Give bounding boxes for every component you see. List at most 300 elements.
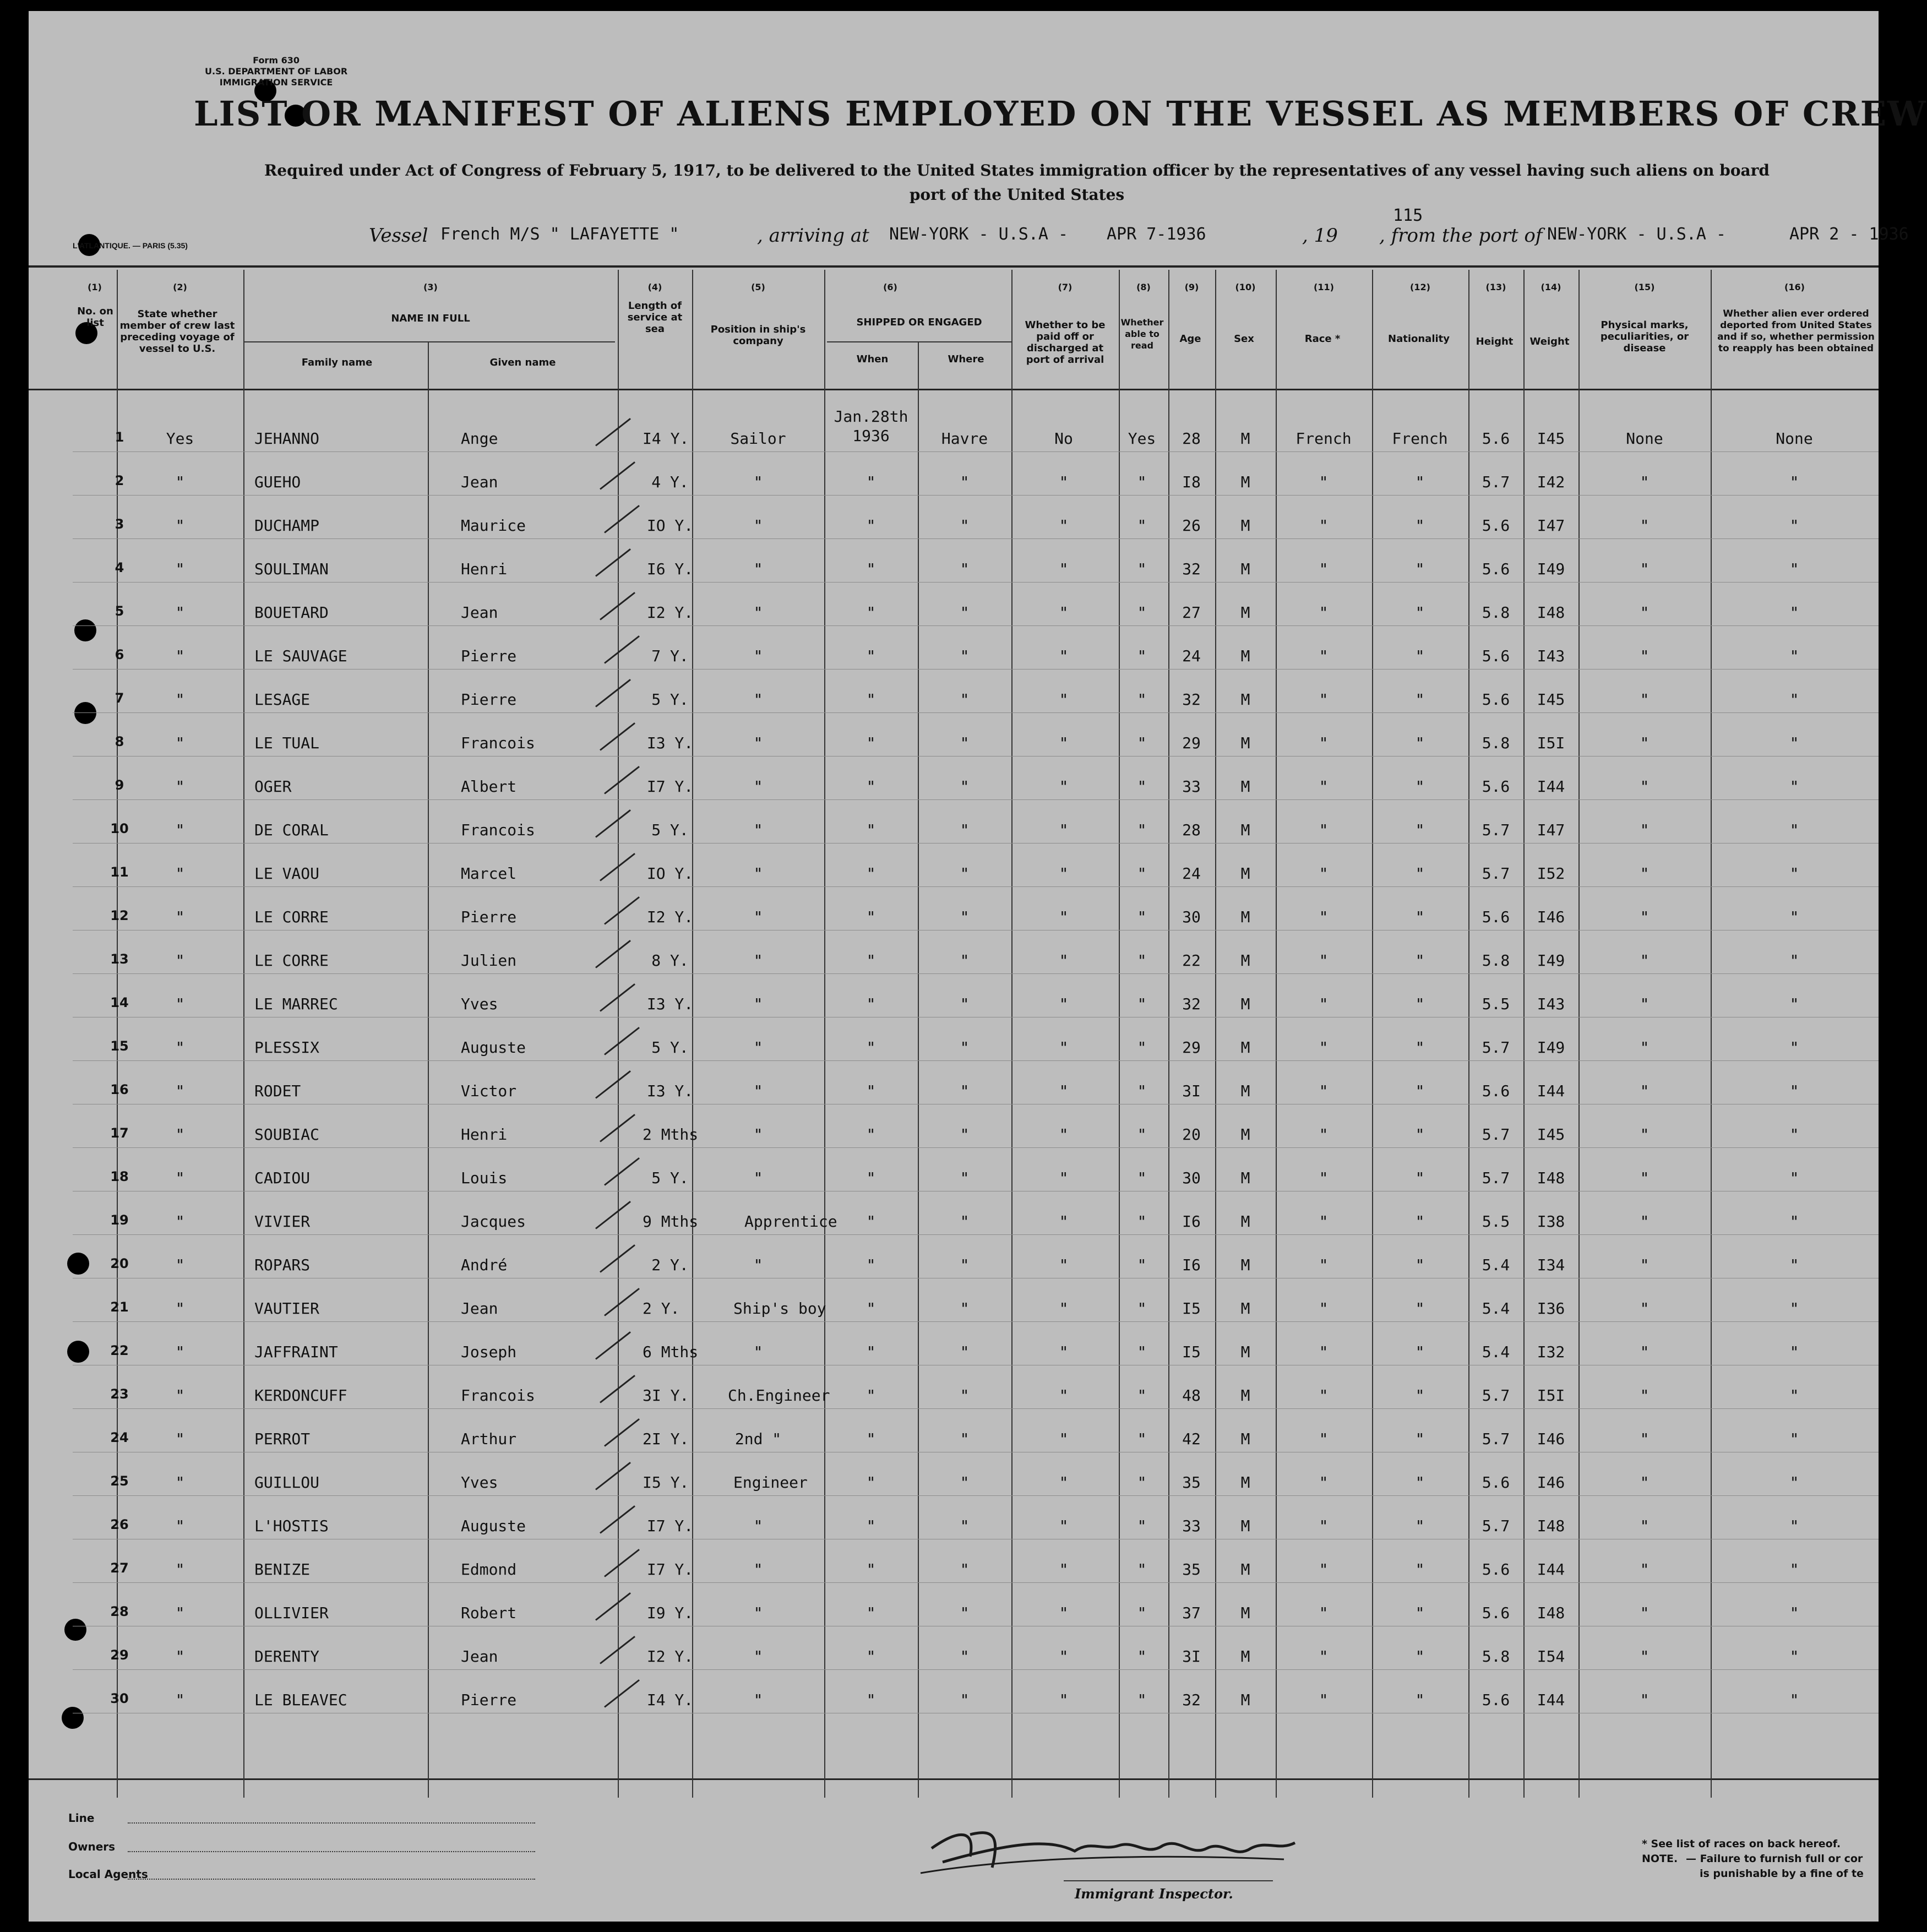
cell-prev: "	[175, 516, 185, 535]
row-number: 6	[115, 647, 124, 662]
cell-prev: "	[175, 647, 185, 665]
cell-read: "	[1137, 1647, 1147, 1666]
cell-height: 5.4	[1482, 1256, 1510, 1274]
cell-prev: "	[175, 951, 185, 970]
cell-weight: I44	[1537, 777, 1565, 796]
cell-sex: M	[1240, 1299, 1250, 1318]
cell-nationality: "	[1415, 1430, 1425, 1448]
cell-position: "	[753, 734, 763, 752]
cell-read: "	[1137, 690, 1147, 709]
cell-weight: I46	[1537, 908, 1565, 926]
cell-weight: I5I	[1537, 734, 1565, 752]
cell-read: "	[1137, 1256, 1147, 1274]
cell-height: 5.7	[1482, 1125, 1510, 1144]
col-when: When	[856, 353, 889, 365]
from-port: NEW-YORK - U.S.A -	[1547, 225, 1727, 244]
cell-weight: I32	[1537, 1343, 1565, 1361]
cell-read: "	[1137, 516, 1147, 535]
cell-given: Pierre	[461, 908, 517, 926]
cell-race: "	[1319, 951, 1329, 970]
cell-weight: I45	[1537, 429, 1565, 448]
cell-where: "	[960, 1256, 970, 1274]
cell-given: Albert	[461, 777, 517, 796]
cell-race: "	[1319, 1038, 1329, 1057]
row-rule	[73, 669, 1879, 670]
cell-weight: I49	[1537, 560, 1565, 578]
cell-prev: "	[175, 473, 185, 491]
cell-service: 7 Y.	[651, 647, 689, 665]
cell-read: "	[1137, 1212, 1147, 1231]
column-number: (14)	[1540, 282, 1561, 292]
cell-nationality: "	[1415, 1256, 1425, 1274]
cell-given: Francois	[461, 734, 535, 752]
year-label: , 19	[1302, 225, 1338, 247]
row-rule	[73, 538, 1879, 539]
cell-prev: "	[175, 1169, 185, 1187]
cell-when: "	[866, 1169, 876, 1187]
cell-weight: I47	[1537, 516, 1565, 535]
row-rule	[73, 1321, 1879, 1322]
cell-sex: M	[1240, 908, 1250, 926]
cell-race: "	[1319, 1082, 1329, 1100]
cell-age: 28	[1182, 429, 1201, 448]
row-number: 27	[110, 1560, 129, 1576]
cell-marks: "	[1640, 1430, 1650, 1448]
cell-nationality: "	[1415, 516, 1425, 535]
cell-height: 5.7	[1482, 864, 1510, 883]
cell-family: LE VAOU	[254, 864, 320, 883]
cell-prev: "	[175, 1560, 185, 1579]
cell-where: "	[960, 1082, 970, 1100]
cell-weight: I5I	[1537, 1386, 1565, 1405]
cell-prev: "	[175, 1691, 185, 1709]
cell-age: 27	[1182, 603, 1201, 622]
cell-position: "	[753, 951, 763, 970]
row-rule	[73, 582, 1879, 583]
cell-where: "	[960, 864, 970, 883]
cell-nationality: "	[1415, 1604, 1425, 1622]
name-header-rule	[243, 341, 615, 342]
cell-deported: "	[1789, 1473, 1799, 1492]
cell-deported: "	[1789, 516, 1799, 535]
cell-weight: I46	[1537, 1473, 1565, 1492]
cell-service: 5 Y.	[651, 821, 689, 839]
cell-family: GUILLOU	[254, 1473, 320, 1492]
cell-given: Francois	[461, 1386, 535, 1405]
cell-height: 5.5	[1482, 995, 1510, 1013]
cell-sex: M	[1240, 690, 1250, 709]
column-number: (7)	[1058, 282, 1073, 292]
departure-date: APR 2 - 1936	[1789, 225, 1909, 244]
cell-where: "	[960, 951, 970, 970]
cell-race: "	[1319, 473, 1329, 491]
cell-given: Julien	[461, 951, 517, 970]
cell-age: I5	[1182, 1299, 1201, 1318]
cell-deported: "	[1789, 647, 1799, 665]
cell-prev: Yes	[166, 429, 194, 448]
cell-marks: "	[1640, 1386, 1650, 1405]
check-mark	[595, 1462, 631, 1490]
cell-prev: "	[175, 1082, 185, 1100]
cell-marks: None	[1626, 429, 1663, 448]
cell-service: 2 Y.	[643, 1299, 680, 1318]
cell-sex: M	[1240, 1473, 1250, 1492]
cell-paid: "	[1059, 1430, 1069, 1448]
cell-sex: M	[1240, 603, 1250, 622]
col-deported: Whether alien ever ordered deported from United States and if so, whether permission to reapply has been obtained	[1717, 308, 1875, 354]
cell-race: "	[1319, 864, 1329, 883]
column-rule	[1168, 270, 1169, 1798]
cell-prev: "	[175, 1386, 185, 1405]
column-number: (15)	[1634, 282, 1655, 292]
cell-family: BENIZE	[254, 1560, 311, 1579]
cell-service: IO Y.	[646, 516, 694, 535]
cell-read: "	[1137, 995, 1147, 1013]
cell-family: DUCHAMP	[254, 516, 320, 535]
signature-rule	[1064, 1880, 1273, 1881]
arrival-date: APR 7-1936	[1107, 225, 1206, 244]
check-mark	[604, 635, 640, 664]
cell-marks: "	[1640, 1169, 1650, 1187]
cell-read: "	[1137, 1604, 1147, 1622]
row-number: 21	[110, 1299, 129, 1315]
cell-deported: "	[1789, 777, 1799, 796]
cell-position: "	[753, 1082, 763, 1100]
cell-age: 37	[1182, 1604, 1201, 1622]
cell-marks: "	[1640, 1691, 1650, 1709]
cell-height: 5.6	[1482, 560, 1510, 578]
cell-paid: "	[1059, 1604, 1069, 1622]
cell-paid: "	[1059, 864, 1069, 883]
check-mark	[595, 809, 631, 838]
cell-position: "	[753, 473, 763, 491]
cell-height: 5.7	[1482, 1430, 1510, 1448]
cell-weight: I43	[1537, 647, 1565, 665]
punch-hole	[67, 1253, 89, 1275]
cell-race: "	[1319, 1604, 1329, 1622]
cell-height: 5.8	[1482, 1647, 1510, 1666]
cell-family: LE CORRE	[254, 908, 329, 926]
cell-family: VIVIER	[254, 1212, 311, 1231]
punch-hole	[67, 1341, 89, 1363]
cell-age: 3I	[1182, 1647, 1201, 1666]
cell-when: "	[866, 1647, 876, 1666]
column-number: (5)	[751, 282, 765, 292]
cell-where: "	[960, 734, 970, 752]
cell-read: "	[1137, 473, 1147, 491]
cell-nationality: "	[1415, 1560, 1425, 1579]
cell-service: I9 Y.	[646, 1604, 694, 1622]
cell-height: 5.7	[1482, 1038, 1510, 1057]
col-physical-marks: Physical marks, peculiarities, or disease	[1600, 319, 1689, 354]
column-number: (4)	[647, 282, 662, 292]
cell-deported: "	[1789, 1125, 1799, 1144]
cell-read: Yes	[1128, 429, 1156, 448]
cell-weight: I43	[1537, 995, 1565, 1013]
cell-paid: "	[1059, 1473, 1069, 1492]
cell-given: Robert	[461, 1604, 517, 1622]
cell-race: "	[1319, 1212, 1329, 1231]
cell-sex: M	[1240, 1386, 1250, 1405]
col-height: Height	[1476, 336, 1514, 347]
cell-family: LE TUAL	[254, 734, 320, 752]
cell-paid: "	[1059, 1517, 1069, 1535]
cell-read: "	[1137, 647, 1147, 665]
cell-paid: "	[1059, 1343, 1069, 1361]
cell-family: LE SAUVAGE	[254, 647, 347, 665]
cell-marks: "	[1640, 951, 1650, 970]
cell-prev: "	[175, 560, 185, 578]
cell-paid: "	[1059, 951, 1069, 970]
cell-height: 5.6	[1482, 1560, 1510, 1579]
cell-paid: "	[1059, 908, 1069, 926]
check-mark	[595, 1070, 631, 1099]
cell-race: "	[1319, 1256, 1329, 1274]
cell-service: 2 Mths	[643, 1125, 699, 1144]
cell-marks: "	[1640, 1517, 1650, 1535]
cell-position: "	[753, 1647, 763, 1666]
cell-when: "	[866, 1691, 876, 1709]
cell-sex: M	[1240, 1082, 1250, 1100]
cell-when: "	[866, 473, 876, 491]
cell-nationality: "	[1415, 560, 1425, 578]
cell-sex: M	[1240, 560, 1250, 578]
column-rule	[1276, 270, 1277, 1798]
cell-height: 5.6	[1482, 1473, 1510, 1492]
cell-paid: No	[1054, 429, 1073, 448]
note-text: — Failure to furnish full or cor	[1686, 1853, 1863, 1865]
cell-marks: "	[1640, 516, 1650, 535]
cell-given: Ange	[461, 429, 498, 448]
cell-given: Louis	[461, 1169, 508, 1187]
cell-deported: "	[1789, 1299, 1799, 1318]
cell-when: "	[866, 1299, 876, 1318]
cell-race: "	[1319, 734, 1329, 752]
row-rule	[73, 1234, 1879, 1235]
cell-service: 8 Y.	[651, 951, 689, 970]
cell-paid: "	[1059, 1082, 1069, 1100]
subtitle-line-1: Required under Act of Congress of February 5, 1917, to be delivered to the United States immigration officer by the representatives of any vessel having such aliens on board	[264, 161, 1770, 179]
cell-marks: "	[1640, 690, 1650, 709]
cell-read: "	[1137, 908, 1147, 926]
cell-prev: "	[175, 1430, 185, 1448]
cell-family: LESAGE	[254, 690, 311, 709]
col-position: Position in ship's company	[710, 324, 806, 347]
cell-sex: M	[1240, 1560, 1250, 1579]
manifest-sheet	[29, 11, 1927, 1922]
row-number: 26	[110, 1517, 129, 1532]
cell-given: Jean	[461, 603, 498, 622]
cell-when: "	[866, 560, 876, 578]
cell-nationality: "	[1415, 734, 1425, 752]
cell-marks: "	[1640, 1212, 1650, 1231]
cell-nationality: "	[1415, 1125, 1425, 1144]
row-rule	[73, 886, 1879, 887]
cell-age: 33	[1182, 1517, 1201, 1535]
col-length-of-service: Length of service at sea	[627, 300, 683, 335]
cell-given: Victor	[461, 1082, 517, 1100]
cell-height: 5.6	[1482, 1082, 1510, 1100]
cell-where: "	[960, 1473, 970, 1492]
cell-prev: "	[175, 1212, 185, 1231]
cell-service: I2 Y.	[646, 908, 694, 926]
row-rule	[73, 625, 1879, 626]
cell-marks: "	[1640, 647, 1650, 665]
cell-where: "	[960, 1038, 970, 1057]
cell-height: 5.5	[1482, 1212, 1510, 1231]
cell-nationality: "	[1415, 1647, 1425, 1666]
cell-given: Pierre	[461, 647, 517, 665]
cell-sex: M	[1240, 1256, 1250, 1274]
form-number: Form 630	[253, 55, 300, 66]
sheet-number: 115	[1393, 206, 1423, 225]
cell-marks: "	[1640, 1038, 1650, 1057]
row-rule	[73, 799, 1879, 800]
cell-deported: "	[1789, 1343, 1799, 1361]
cell-paid: "	[1059, 1560, 1069, 1579]
cell-marks: "	[1640, 560, 1650, 578]
cell-marks: "	[1640, 473, 1650, 491]
cell-position: Engineer	[733, 1473, 808, 1492]
cell-age: I5	[1182, 1343, 1201, 1361]
cell-marks: "	[1640, 1082, 1650, 1100]
cell-deported: "	[1789, 995, 1799, 1013]
row-number: 24	[110, 1430, 129, 1445]
col-nationality: Nationality	[1388, 333, 1450, 345]
cell-where: "	[960, 821, 970, 839]
cell-family: RODET	[254, 1082, 301, 1100]
cell-deported: "	[1789, 1430, 1799, 1448]
row-number: 15	[110, 1038, 129, 1054]
row-number: 9	[115, 777, 124, 793]
cell-age: 32	[1182, 560, 1201, 578]
cell-age: 32	[1182, 995, 1201, 1013]
cell-nationality: "	[1415, 647, 1425, 665]
cell-family: DE CORAL	[254, 821, 329, 839]
cell-age: 48	[1182, 1386, 1201, 1405]
cell-prev: "	[175, 1125, 185, 1144]
cell-nationality: "	[1415, 1038, 1425, 1057]
cell-when: "	[866, 1212, 876, 1231]
cell-deported: "	[1789, 1082, 1799, 1100]
cell-race: "	[1319, 1517, 1329, 1535]
cell-deported: "	[1789, 690, 1799, 709]
row-number: 29	[110, 1647, 129, 1663]
cell-deported: "	[1789, 560, 1799, 578]
cell-when: "	[866, 734, 876, 752]
local-agents-label: Local Agents	[68, 1868, 148, 1881]
row-rule	[73, 1147, 1879, 1148]
row-number: 14	[110, 995, 129, 1010]
cell-age: 22	[1182, 951, 1201, 970]
cell-height: 5.4	[1482, 1343, 1510, 1361]
cell-height: 5.6	[1482, 690, 1510, 709]
cell-race: "	[1319, 1691, 1329, 1709]
cell-where: "	[960, 1560, 970, 1579]
cell-nationality: "	[1415, 777, 1425, 796]
cell-when: "	[866, 821, 876, 839]
race-footnote: * See list of races on back hereof.	[1642, 1838, 1841, 1850]
cell-marks: "	[1640, 1125, 1650, 1144]
cell-when: "	[866, 1082, 876, 1100]
cell-paid: "	[1059, 821, 1069, 839]
owners-label: Owners	[68, 1840, 116, 1853]
cell-prev: "	[175, 1604, 185, 1622]
cell-prev: "	[175, 1473, 185, 1492]
cell-age: 30	[1182, 1169, 1201, 1187]
cell-position: "	[753, 647, 763, 665]
cell-race: "	[1319, 1169, 1329, 1187]
cell-read: "	[1137, 734, 1147, 752]
cell-family: VAUTIER	[254, 1299, 320, 1318]
cell-when: "	[866, 995, 876, 1013]
cell-deported: "	[1789, 1560, 1799, 1579]
cell-weight: I45	[1537, 690, 1565, 709]
cell-age: I6	[1182, 1212, 1201, 1231]
cell-paid: "	[1059, 995, 1069, 1013]
cell-deported: "	[1789, 473, 1799, 491]
cell-position: "	[753, 864, 763, 883]
cell-age: I6	[1182, 1256, 1201, 1274]
cell-where: "	[960, 1604, 970, 1622]
cell-when: "	[866, 1125, 876, 1144]
cell-prev: "	[175, 908, 185, 926]
cell-where: "	[960, 1299, 970, 1318]
cell-paid: "	[1059, 560, 1069, 578]
cell-deported: "	[1789, 1647, 1799, 1666]
cell-age: 29	[1182, 734, 1201, 752]
cell-where: "	[960, 1125, 970, 1144]
form-service: IMMIGRATION SERVICE	[219, 77, 333, 88]
column-rule	[1215, 270, 1216, 1798]
cell-given: Marcel	[461, 864, 517, 883]
note-text-2: is punishable by a fine of te	[1700, 1868, 1864, 1880]
cell-marks: "	[1640, 1343, 1650, 1361]
row-number: 17	[110, 1125, 129, 1141]
cell-marks: "	[1640, 1256, 1650, 1274]
cell-age: 24	[1182, 864, 1201, 883]
cell-read: "	[1137, 560, 1147, 578]
cell-given: Auguste	[461, 1038, 526, 1057]
cell-where: "	[960, 603, 970, 622]
cell-nationality: "	[1415, 951, 1425, 970]
vessel-name: French M/S " LAFAYETTE "	[440, 225, 679, 244]
cell-when: "	[866, 1604, 876, 1622]
cell-where: "	[960, 995, 970, 1013]
cell-age: 3I	[1182, 1082, 1201, 1100]
cell-prev: "	[175, 777, 185, 796]
cell-where: "	[960, 560, 970, 578]
cell-deported: "	[1789, 603, 1799, 622]
arriving-port: NEW-YORK - U.S.A -	[889, 225, 1069, 244]
cell-race: "	[1319, 821, 1329, 839]
cell-position: Apprentice	[744, 1212, 837, 1231]
row-rule	[73, 495, 1879, 496]
cell-weight: I48	[1537, 1517, 1565, 1535]
column-rule	[1711, 270, 1712, 1798]
cell-marks: "	[1640, 1647, 1650, 1666]
note-label: NOTE.	[1642, 1853, 1678, 1865]
cell-service: 3I Y.	[643, 1386, 689, 1405]
row-number: 22	[110, 1343, 129, 1358]
cell-prev: "	[175, 821, 185, 839]
column-number: (2)	[173, 282, 187, 292]
printer-mark: L'ATLANTIQUE. — PARIS (5.35)	[73, 241, 188, 250]
cell-when: "	[866, 1038, 876, 1057]
cell-paid: "	[1059, 1691, 1069, 1709]
cell-nationality: "	[1415, 473, 1425, 491]
cell-given: Francois	[461, 821, 535, 839]
